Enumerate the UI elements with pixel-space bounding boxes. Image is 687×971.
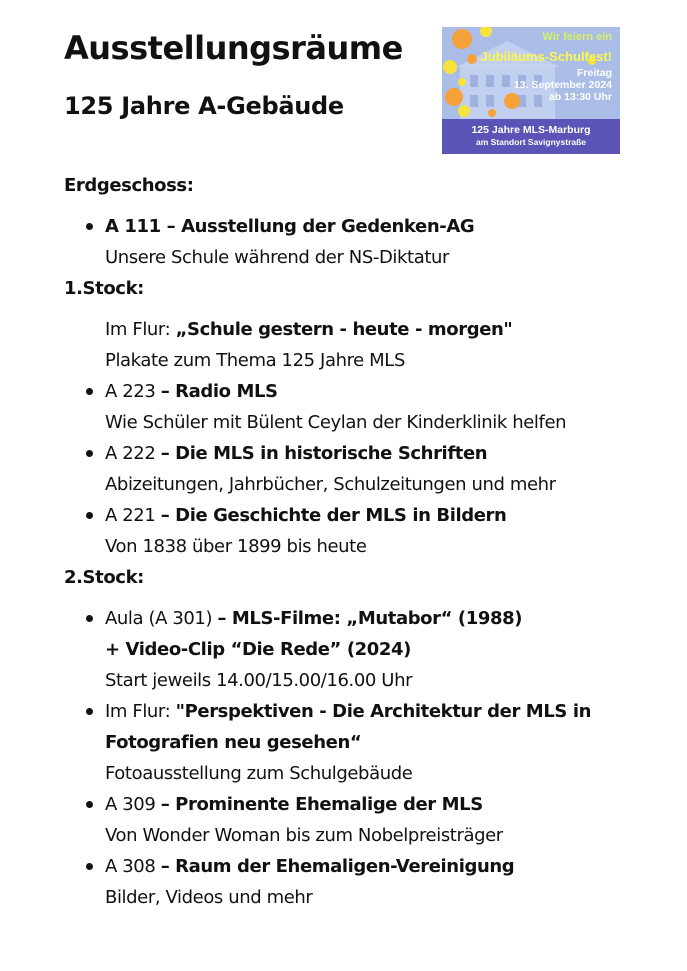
room-description: Wie Schüler mit Bülent Ceylan der Kinderklinik helfen	[105, 412, 567, 433]
room-title-continued: Fotografien neu gesehen“	[105, 732, 362, 753]
logo-line-date: 13. September 2024	[513, 79, 612, 91]
room-prefix: Aula (A 301)	[105, 608, 218, 629]
page-title: Ausstellungsräume	[64, 29, 403, 67]
page-subtitle: 125 Jahre A-Gebäude	[64, 92, 344, 120]
list-item	[64, 314, 664, 376]
room-prefix: Im Flur:	[105, 701, 176, 722]
floor-items-first	[64, 314, 664, 562]
room-title: – Die MLS in historische Schriften	[160, 443, 488, 464]
room-description: Plakate zum Thema 125 Jahre MLS	[105, 350, 405, 371]
floor-items-second	[64, 603, 664, 913]
room-description: Start jeweils 14.00/15.00/16.00 Uhr	[105, 670, 413, 691]
room-title-continued: + Video-Clip “Die Rede” (2024)	[105, 639, 411, 660]
exhibition-list	[64, 170, 664, 913]
list-item	[64, 603, 664, 696]
room-title: – MLS-Filme: „Mutabor“ (1988)	[217, 608, 523, 629]
logo-band-title: 125 Jahre MLS-Marburg	[471, 124, 591, 136]
logo-band	[442, 119, 620, 154]
room-prefix: A 222	[105, 443, 161, 464]
room-prefix: A 309	[105, 794, 161, 815]
room-title: – Prominente Ehemalige der MLS	[160, 794, 483, 815]
room-description: Abizeitungen, Jahrbücher, Schulzeitungen und mehr	[105, 474, 556, 495]
room-title: – Raum der Ehemaligen-Vereinigung	[160, 856, 515, 877]
list-item	[64, 211, 664, 273]
list-item	[64, 376, 664, 438]
logo-line-weekday: Freitag	[576, 67, 612, 79]
list-item	[64, 500, 664, 562]
room-title: A 111 – Ausstellung der Gedenken-AG	[105, 216, 475, 237]
room-prefix: A 221	[105, 505, 161, 526]
room-prefix: A 223	[105, 381, 161, 402]
logo-line-time: ab 13:30 Uhr	[548, 91, 612, 103]
list-item	[64, 789, 664, 851]
room-title: „Schule gestern - heute - morgen"	[175, 319, 513, 340]
logo-line-event: Jubiläums-Schulfest!	[480, 49, 612, 64]
room-description: Von Wonder Woman bis zum Nobelpreisträger	[105, 825, 503, 846]
room-title: "Perspektiven - Die Architektur der MLS in	[175, 701, 592, 722]
list-item	[64, 851, 664, 913]
floor-items-ground	[64, 211, 664, 273]
room-title: – Die Geschichte der MLS in Bildern	[160, 505, 507, 526]
floor-heading-ground: Erdgeschoss:	[64, 175, 194, 196]
logo-line-invite: Wir feiern ein	[542, 31, 612, 43]
room-prefix: Im Flur:	[105, 319, 176, 340]
room-description: Bilder, Videos und mehr	[105, 887, 313, 908]
room-description: Fotoausstellung zum Schulgebäude	[105, 763, 413, 784]
room-title: – Radio MLS	[160, 381, 278, 402]
room-description: Unsere Schule während der NS-Diktatur	[105, 247, 450, 268]
floor-heading-second: 2.Stock:	[64, 567, 144, 588]
school-festival-logo	[442, 27, 620, 154]
list-item	[64, 438, 664, 500]
list-item	[64, 696, 664, 789]
floor-heading-first: 1.Stock:	[64, 278, 144, 299]
logo-band-subtitle: am Standort Savignystraße	[475, 137, 587, 147]
room-prefix: A 308	[105, 856, 161, 877]
room-description: Von 1838 über 1899 bis heute	[105, 536, 367, 557]
